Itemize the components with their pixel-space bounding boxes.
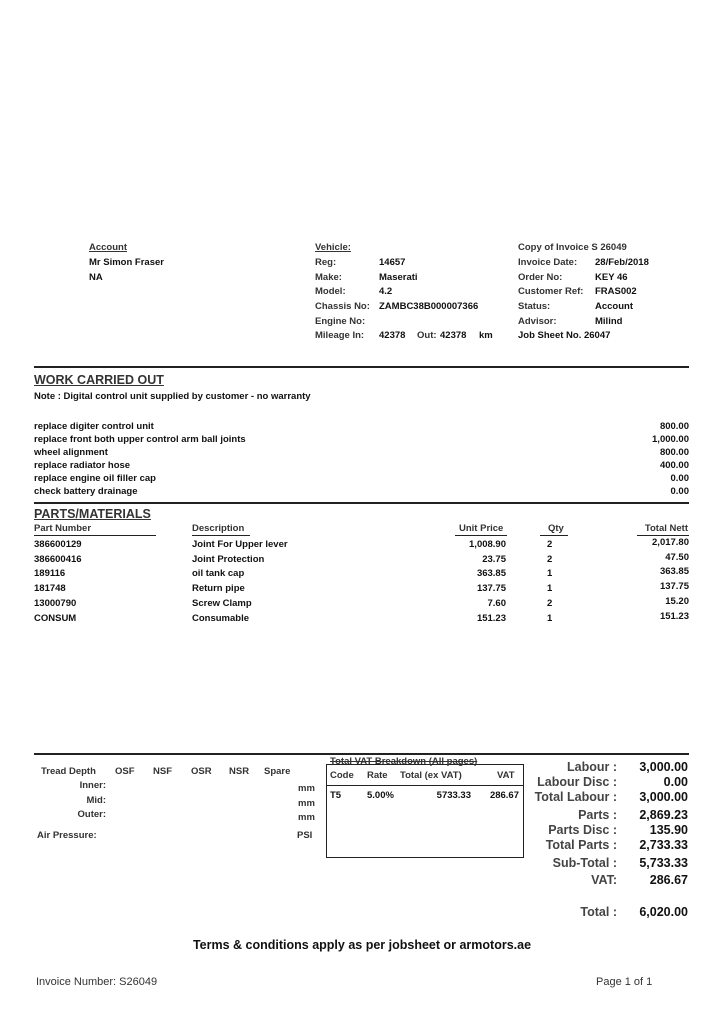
bottom-divider (34, 753, 689, 755)
part-total: 151.23 (659, 610, 689, 622)
underline-total (637, 535, 689, 536)
header-divider (34, 366, 689, 368)
part-qty: 2 (547, 553, 553, 565)
part-number: 181748 (34, 583, 66, 595)
invoice-field-label: Customer Ref: (518, 286, 584, 298)
part-number: 13000790 (34, 597, 77, 609)
invoice-field-value: 28/Feb/2018 (595, 257, 649, 268)
tyre-row-label: Mid: (86, 794, 106, 806)
vat-header-total: Total (ex VAT) (400, 770, 462, 781)
total-label: Labour Disc : (537, 775, 617, 789)
part-total: 137.75 (659, 581, 689, 593)
vehicle-field-value: 4.2 (379, 286, 393, 298)
tyre-column-osr: OSR (191, 766, 212, 777)
part-qty: 1 (547, 583, 553, 595)
invoice-field-value: FRAS002 (595, 286, 637, 298)
part-number: CONSUM (34, 612, 77, 624)
tyre-row-unit: mm (298, 783, 315, 794)
work-item-description: replace digiter control unit (34, 421, 154, 432)
total-value: 3,000.00 (639, 790, 688, 804)
work-item-amount: 400.00 (659, 459, 689, 471)
part-description: Return pipe (192, 583, 245, 595)
part-description: Screw Clamp (192, 597, 252, 609)
parts-header-qty: Qty (548, 523, 564, 534)
work-carried-out-title: WORK CARRIED OUT (34, 373, 164, 387)
mileage-in: 42378 (379, 330, 406, 341)
vat-row-code: T5 (330, 790, 342, 801)
part-description: Consumable (192, 612, 250, 624)
part-total: 2,017.80 (652, 537, 689, 548)
parts-header-price: Unit Price (459, 523, 504, 534)
invoice-field-label: Status: (518, 301, 551, 313)
part-unit-price: 1,008.90 (469, 539, 506, 550)
work-item-description: replace front both upper control arm ball joints (34, 433, 246, 445)
work-item-description: check battery drainage (34, 485, 138, 497)
vat-header-code: Code (330, 770, 354, 781)
mileage-label: Mileage In: (315, 330, 365, 341)
total-value: 2,869.23 (639, 808, 688, 822)
vehicle-field-label: Engine No: (315, 315, 366, 327)
vehicle-field-label: Make: (315, 271, 342, 283)
work-item-amount: 0.00 (670, 485, 689, 497)
tyre-column-nsf: NSF (153, 766, 172, 777)
parts-header-part: Part Number (34, 523, 92, 534)
parts-header-desc: Description (192, 523, 245, 534)
invoice-field-label: Order No: (518, 271, 563, 283)
underline-desc (192, 535, 250, 536)
part-qty: 1 (547, 612, 553, 624)
total-label: Parts Disc : (548, 823, 617, 837)
total-value: 5,733.33 (639, 856, 688, 870)
part-total: 15.20 (665, 595, 689, 607)
footer-invoice-number: Invoice Number: S26049 (36, 976, 158, 988)
part-total: 363.85 (659, 566, 689, 578)
part-unit-price: 7.60 (487, 597, 506, 609)
footer-page-number: Page 1 of 1 (596, 976, 653, 988)
mileage-out-label: Out: (417, 330, 437, 341)
tyre-row-label: Outer: (77, 809, 106, 820)
work-item-description: replace engine oil filler cap (34, 472, 156, 484)
tread-depth-label: Tread Depth (41, 766, 96, 777)
part-total: 47.50 (665, 551, 689, 563)
work-item-description: wheel alignment (34, 446, 108, 458)
part-number: 189116 (34, 568, 66, 580)
part-qty: 2 (547, 539, 553, 550)
total-label: Sub-Total : (552, 856, 617, 870)
work-item-amount: 800.00 (659, 446, 689, 458)
total-label: Total Parts : (545, 838, 617, 852)
tyre-column-spare: Spare (264, 766, 291, 777)
mileage-out: 42378 (440, 330, 467, 341)
work-item-amount: 0.00 (670, 472, 689, 484)
customer-address: NA (89, 272, 103, 283)
total-value: 6,020.00 (639, 905, 688, 919)
total-label: Total : (580, 905, 617, 919)
vat-row-rate: 5.00% (367, 790, 394, 801)
vehicle-field-value: Maserati (379, 271, 418, 283)
copy-of-invoice: Copy of Invoice S 26049 (518, 242, 627, 253)
terms-text: Terms & conditions apply as per jobsheet or armotors.ae (192, 938, 532, 952)
mileage-unit: km (479, 330, 493, 341)
work-item-description: replace radiator hose (34, 459, 131, 471)
vehicle-field-value: ZAMBC38B000007366 (379, 301, 479, 313)
part-qty: 2 (547, 597, 553, 609)
part-unit-price: 363.85 (476, 568, 506, 580)
vehicle-field-label: Reg: (315, 257, 337, 268)
vehicle-field-value: 14657 (379, 257, 406, 268)
vehicle-label: Vehicle: (315, 242, 351, 253)
vehicle-field-label: Model: (315, 286, 346, 298)
pressure-unit: PSI (297, 830, 313, 841)
customer-name: Mr Simon Fraser (89, 257, 164, 268)
vat-row-vat: 286.67 (489, 790, 519, 801)
part-unit-price: 137.75 (476, 583, 506, 595)
parts-title: PARTS/MATERIALS (34, 507, 151, 521)
part-unit-price: 23.75 (482, 553, 506, 565)
invoice-field-label: Advisor: (518, 315, 557, 327)
invoice-field-value: KEY 46 (595, 271, 628, 283)
underline-price (455, 535, 507, 536)
tyre-row-unit: mm (298, 797, 315, 809)
tyre-column-osf: OSF (115, 766, 135, 777)
total-value: 286.67 (649, 873, 688, 887)
vat-header-vat: VAT (497, 770, 515, 781)
vat-header-divider (326, 785, 523, 786)
parts-header-total: Total Nett (644, 523, 688, 534)
invoice-field-value: Account (595, 301, 633, 313)
total-label: VAT: (591, 873, 617, 887)
total-value: 3,000.00 (639, 760, 688, 774)
vat-breakdown-title: Total VAT Breakdown (All pages) (330, 756, 478, 767)
underline-part (34, 535, 156, 536)
part-description: Joint For Upper lever (192, 539, 288, 550)
account-label: Account (89, 242, 127, 253)
work-divider (34, 502, 689, 504)
vat-row-total: 5733.33 (436, 790, 471, 801)
work-item-amount: 800.00 (659, 421, 689, 432)
part-unit-price: 151.23 (476, 612, 506, 624)
part-description: Joint Protection (192, 553, 265, 565)
total-value: 135.90 (649, 823, 688, 837)
part-qty: 1 (547, 568, 553, 580)
part-description: oil tank cap (192, 568, 245, 580)
total-value: 0.00 (663, 775, 688, 789)
tyre-column-nsr: NSR (229, 766, 250, 777)
total-label: Parts : (578, 808, 617, 822)
vehicle-field-label: Chassis No: (315, 301, 370, 313)
total-label: Total Labour : (534, 790, 617, 804)
total-value: 2,733.33 (639, 838, 688, 852)
work-note: Note : Digital control unit supplied by customer - no warranty (34, 391, 311, 402)
job-sheet-number: Job Sheet No. 26047 (518, 330, 611, 341)
vat-header-rate: Rate (367, 770, 388, 781)
tyre-row-label: Inner: (79, 780, 106, 791)
underline-qty (540, 535, 568, 536)
total-label: Labour : (567, 760, 617, 774)
invoice-field-value: Milind (595, 315, 623, 327)
tyre-row-unit: mm (298, 812, 315, 823)
part-number: 386600416 (34, 553, 82, 565)
invoice-field-label: Invoice Date: (518, 257, 578, 268)
part-number: 386600129 (34, 539, 82, 550)
air-pressure-label: Air Pressure: (37, 830, 97, 841)
work-item-amount: 1,000.00 (652, 433, 689, 445)
